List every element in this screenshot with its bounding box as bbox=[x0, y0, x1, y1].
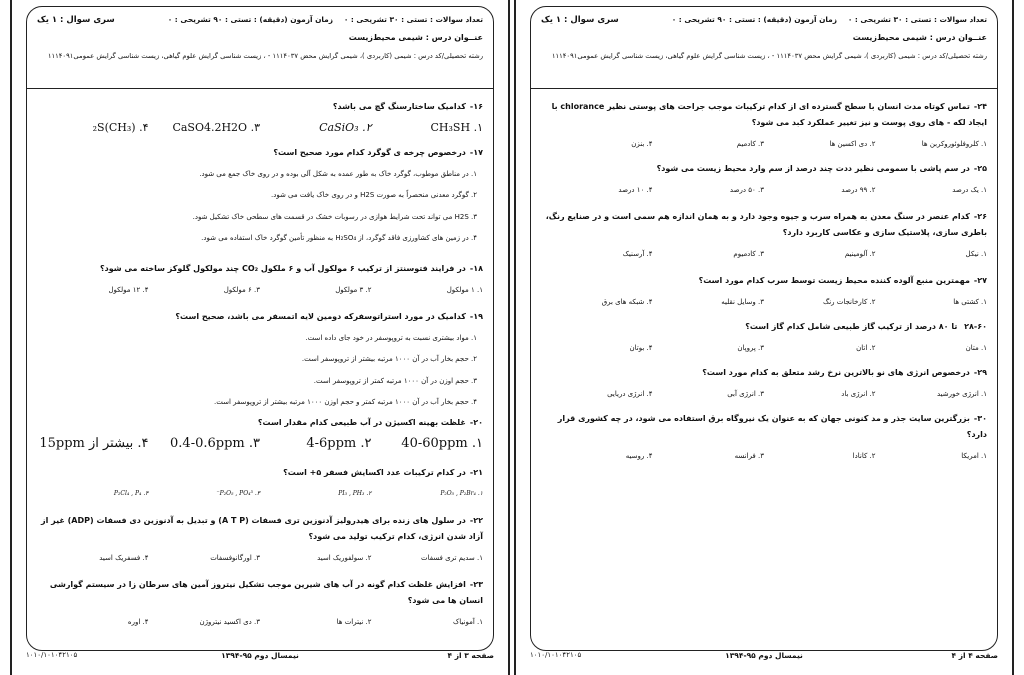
option-1[interactable]: ۱. CH₃SH bbox=[430, 121, 483, 134]
option-2[interactable]: ۲. CaSiO₃ bbox=[319, 121, 372, 134]
question-series: سری سوال : ۱ یک bbox=[37, 15, 115, 25]
option-4[interactable]: ۴. روسیه bbox=[625, 452, 653, 460]
question-options bbox=[541, 136, 987, 152]
option-3[interactable]: ۳. حجم اوزن در آن ۱۰۰۰ مرتبه کمتر از تروپوسفر است. bbox=[313, 376, 477, 385]
option-2[interactable]: ۲. حجم بخار آب در آن ۱۰۰۰ مرتبه بیشتر از تروپوسفر است. bbox=[301, 355, 477, 364]
question-17: ۱۷-درخصوص چرخه ی گوگرد کدام مورد صحیح است؟ ۱. در مناطق موطوب، گوگرد خاک به طور عمده به شکل آلی بوده و در روی خاک جمع می شود. ۲. گوگرد معدنی منحصراً به صورت H2S و در روی خاک یافت می شود. ۳. H2S می تواند تحت شرایط هوازی در رسوبات خشک در قسمت های سطحی خاک تشکیل شود. ۴. در زمین های کشاورزی فاقد گوگرد، از H₂SO₄ به منظور تأمین گوگرد خاک استفاده می شود. bbox=[37, 145, 483, 250]
option-1[interactable]: ۱. کشتی ها bbox=[953, 298, 987, 306]
option-2[interactable]: ۲. گوگرد معدنی منحصراً به صورت H2S و در روی خاک یافت می شود. bbox=[271, 191, 477, 200]
option-3[interactable]: ۳. اورگانوفسفات bbox=[210, 554, 260, 562]
question-options bbox=[37, 550, 483, 566]
question-19: ۱۹-کدامیک در مورد استراتوسفرکه دومین لایه اتمسفر می باشد، صحیح است؟ ۱. مواد بیشتری نسبت به تروپوسفر در خود جای داده است. ۲. حجم بخار آب در آن ۱۰۰۰ مرتبه بیشتر از تروپوسفر است. ۳. حجم اوزن در آن ۱۰۰۰ مرتبه کمتر از تروپوسفر است. ۴. حجم بخار آب در آن ۱۰۰۰ مرتبه کمتر و حجم اوزن ۱۰۰۰ مرتبه بیشتر از تروپوسفر است. bbox=[37, 309, 483, 414]
option-3[interactable]: ۳. کادمیوم bbox=[733, 250, 764, 258]
question-text: غلظت بهینه اکسیژن در آب طبیعی کدام مقدار است؟ bbox=[257, 418, 466, 427]
question-options bbox=[541, 448, 987, 464]
question-options bbox=[37, 328, 483, 414]
question-text: کدامیک در مورد استراتوسفرکه دومین لایه اتمسفر می باشد، صحیح است؟ bbox=[175, 312, 466, 321]
question-options bbox=[37, 164, 483, 250]
option-2[interactable]: ۲. سولفوریک اسید bbox=[317, 554, 372, 562]
question-16: ۱۶-کدامیک ساختارسنگ گچ می باشد؟ ۱. CH₃SH ۲. CaSiO₃ ۳. CaSO4.2H2O ۴. (CH₃)₂S bbox=[37, 99, 483, 136]
question-22: ۲۲-در سلول های زنده برای هیدرولیز آدنوزین تری فسفات (A T P) و تبدیل به آدنوزین دی فسفات (ADP) غیر از آزاد شدن انرژی، کدام ترکیب تولید می شود؟ ۱. سدیم تری فسفات ۲. سولفوریک اسید ۳. اورگانوفسفات ۴. فسفریک اسید bbox=[37, 513, 483, 566]
option-4[interactable]: ۴. P₂Cl₄ , P₄ bbox=[113, 490, 149, 497]
option-3[interactable]: ۳. کادمیم bbox=[736, 140, 764, 148]
question-text: کدام عنصر در سنگ معدن به همراه سرب و جیوه وجود دارد و به همان اندازه هم سمی است و در صنایع رنگ، باطری سازی، پلاستیک سازی و عکاسی کاربرد دارد؟ bbox=[545, 212, 987, 237]
option-1[interactable]: ۱. متان bbox=[965, 344, 987, 352]
semester-label: نیمسال دوم ۹۵-۱۳۹۴ bbox=[725, 651, 803, 660]
option-1[interactable]: ۱. انرژی خورشید bbox=[936, 390, 987, 398]
option-4[interactable]: ۴. (CH₃)₂S bbox=[92, 121, 149, 134]
page-frame bbox=[26, 6, 494, 651]
option-4[interactable]: ۴. انرژی دریایی bbox=[607, 390, 653, 398]
question-count: تعداد سوالات : تستی : ۳۰ تشریحی : ۰ bbox=[847, 15, 987, 24]
option-4[interactable]: ۴. بنزن bbox=[631, 140, 653, 148]
option-4[interactable]: ۴. حجم بخار آب در آن ۱۰۰۰ مرتبه کمتر و حجم اوزن ۱۰۰۰ مرتبه بیشتر از تروپوسفر است. bbox=[213, 398, 477, 407]
page-number: صفحه ۳ از ۴ bbox=[447, 651, 494, 660]
question-20: ۲۰-غلظت بهینه اکسیژن در آب طبیعی کدام مقدار است؟ ۱. 40-60ppm ۲. 4-6ppm ۳. 0.4-0.6ppm ۴. بیشتر از 15ppm bbox=[37, 415, 483, 452]
option-1[interactable]: ۱. یک درصد bbox=[952, 186, 987, 194]
option-2[interactable]: ۲. ۳ مولکول bbox=[335, 286, 372, 294]
option-4[interactable]: ۴. اوره bbox=[127, 618, 149, 626]
course-title: عنــوان درس : شیمی محیط‌زیست bbox=[852, 33, 987, 42]
page-number: صفحه ۴ از ۴ bbox=[951, 651, 998, 660]
exam-header bbox=[27, 7, 493, 89]
question-options bbox=[37, 282, 483, 298]
field-code: رشته تحصیلی/کد درس : شیمی (کاربردی )، شیمی گرایش محض ۱۱۱۴۰۳۷ - ، زیست شناسی گرایش علوم گیاهی، زیست شناسی گرایش عمومی۱۱۱۴۰۹۱ bbox=[47, 52, 483, 60]
question-options bbox=[541, 182, 987, 198]
option-1[interactable]: ۱. 40-60ppm bbox=[401, 436, 483, 451]
questions-area bbox=[541, 95, 987, 650]
exam-time: زمان آزمون (دقیقه) : تستی : ۹۰ تشریحی : ۰ bbox=[671, 15, 837, 24]
exam-page-4 bbox=[514, 0, 1014, 675]
option-3[interactable]: ۳. H2S می تواند تحت شرایط هوازی در رسوبات خشک در قسمت های سطحی خاک تشکیل شود. bbox=[192, 212, 477, 221]
option-3[interactable]: ۳. 0.4-0.6ppm bbox=[170, 436, 260, 451]
option-1[interactable]: ۱. در مناطق موطوب، گوگرد خاک به طور عمده به شکل آلی بوده و در روی خاک جمع می شود. bbox=[199, 170, 477, 178]
question-count: تعداد سوالات : تستی : ۳۰ تشریحی : ۰ bbox=[343, 15, 483, 24]
option-2[interactable]: ۲. نیترات ها bbox=[336, 618, 372, 626]
question-options bbox=[541, 386, 987, 402]
exam-code: ۱۰۱۰/۱۰۱۰۴۲۱۰۵ bbox=[26, 651, 78, 659]
option-4[interactable]: ۴. فسفریک اسید bbox=[99, 554, 149, 562]
question-27: ۲۷-مهمترین منبع آلوده کننده محیط زیست توسط سرب کدام مورد است؟ ۱. کشتی ها ۲. کارخانجات رنگ ۳. وسایل نقلیه ۴. شبکه های برق bbox=[541, 273, 987, 310]
question-21: ۲۱-در کدام ترکیبات عدد اکسایش فسفر ۵+ است؟ ۱. P₂O₅ , P₂Br₄ ۲. PI₃ , PH₃ ۳. P₂O₅ , PO₄³⁻ ۴. P₂Cl₄ , P₄ bbox=[37, 465, 483, 502]
page-footer bbox=[26, 651, 494, 665]
question-options bbox=[37, 614, 483, 630]
question-text: تماس کوتاه مدت انسان با سطح گسترده ای از کدام ترکیبات موجب جراحت های پوستی نظیر chlorance با ایجاد لکه - های روی پوست و نیز تغییر عملکرد کبد می شود؟ bbox=[551, 102, 987, 127]
option-4[interactable]: ۴. ۱۰ درصد bbox=[618, 186, 653, 194]
question-23: ۲۳-افزایش غلظت کدام گونه در آب های شیرین موجب تشکیل نیتروز آمین های سرطان زا در سیستم گوارشی انسان ها می شود؟ ۱. آمونیاک ۲. نیترات ها ۳. دی اکسید نیتروژن ۴. اوره bbox=[37, 577, 483, 630]
option-3[interactable]: ۳. انرژی آبی bbox=[727, 390, 764, 398]
exam-code: ۱۰۱۰/۱۰۱۰۴۲۱۰۵ bbox=[530, 651, 582, 659]
questions-area bbox=[37, 95, 483, 650]
option-4[interactable]: ۴. در زمین های کشاورزی فاقد گوگرد، از H₂SO₄ به منظور تأمین گوگرد خاک استفاده می شود. bbox=[201, 234, 477, 243]
option-1[interactable]: ۱. ۱ مولکول bbox=[446, 286, 483, 294]
option-4[interactable]: ۴. ۱۲ مولکول bbox=[108, 286, 149, 294]
option-4[interactable]: ۴. بیشتر از 15ppm bbox=[39, 436, 149, 451]
option-3[interactable]: ۳. دی اکسید نیتروژن bbox=[199, 618, 260, 626]
question-28: ۲۸-۶۰ تا ۸۰ درصد از ترکیب گاز طبیعی شامل کدام گاز است؟ ۱. متان ۲. اتان ۳. پروپان ۴. بوتان bbox=[541, 319, 987, 356]
question-29: ۲۹-درخصوص انرژی های نو بالاترین نرخ رشد متعلق به کدام مورد است؟ ۱. انرژی خورشید ۲. انرژی باد ۳. انرژی آبی ۴. انرژی دریایی bbox=[541, 365, 987, 402]
page-footer bbox=[530, 651, 998, 665]
option-4[interactable]: ۴. بوتان bbox=[629, 344, 653, 352]
semester-label: نیمسال دوم ۹۵-۱۳۹۴ bbox=[221, 651, 299, 660]
question-text: در سلول های زنده برای هیدرولیز آدنوزین تری فسفات (A T P) و تبدیل به آدنوزین دی فسفات (ADP) غیر از آزاد شدن انرژی، کدام ترکیب تولید می شود؟ bbox=[41, 516, 483, 541]
option-1[interactable]: ۱. P₂O₅ , P₂Br₄ bbox=[440, 490, 483, 497]
question-text: افزایش غلظت کدام گونه در آب های شیرین موجب تشکیل نیتروز آمین های سرطان زا در سیستم گوارشی انسان ها می شود؟ bbox=[49, 580, 483, 605]
question-text: در فرایند فتوسنتز از ترکیب ۶ مولکول آب و ۶ ملکول CO₂ چند مولکول گلوکز ساخته می شود؟ bbox=[100, 264, 466, 273]
option-3[interactable]: ۳. ۶ مولکول bbox=[223, 286, 260, 294]
option-1[interactable]: ۱. آمونیاک bbox=[453, 618, 483, 626]
question-options bbox=[37, 486, 483, 502]
option-2[interactable]: ۲. اتان bbox=[856, 344, 876, 352]
option-3[interactable]: ۳. فرانسه bbox=[734, 452, 764, 460]
question-30: ۳۰-بزرگترین سایت جذر و مد کنونی جهان که به عنوان یک نیروگاه برق استفاده می شود، در چه کشوری قرار دارد؟ ۱. امریکا ۲. کانادا ۳. فرانسه ۴. روسیه bbox=[541, 411, 987, 464]
option-2[interactable]: ۲. PI₃ , PH₃ bbox=[338, 490, 372, 497]
option-1[interactable]: ۱. سدیم تری فسفات bbox=[421, 554, 483, 562]
question-text: کدامیک ساختارسنگ گچ می باشد؟ bbox=[332, 102, 466, 111]
exam-header bbox=[531, 7, 997, 89]
option-2[interactable]: ۲. 4-6ppm bbox=[306, 436, 372, 451]
option-2[interactable]: ۲. کارخانجات رنگ bbox=[822, 298, 876, 306]
course-title: عنــوان درس : شیمی محیط‌زیست bbox=[348, 33, 483, 42]
option-3[interactable]: ۳. وسایل نقلیه bbox=[721, 298, 764, 306]
question-25: ۲۵-در سم پاشی با سمومی نظیر ددت چند درصد از سم وارد محیط زیست می شود؟ ۱. یک درصد ۲. ۹۹ درصد ۳. ۵۰ درصد ۴. ۱۰ درصد bbox=[541, 161, 987, 198]
option-1[interactable]: ۱. امریکا bbox=[961, 452, 987, 460]
exam-time: زمان آزمون (دقیقه) : تستی : ۹۰ تشریحی : ۰ bbox=[167, 15, 333, 24]
question-text: درخصوص انرژی های نو بالاترین نرخ رشد متعلق به کدام مورد است؟ bbox=[702, 368, 970, 377]
question-options bbox=[541, 246, 987, 262]
exam-page-3 bbox=[10, 0, 510, 675]
option-2[interactable]: ۲. آلومینیم bbox=[844, 250, 876, 258]
question-text: در سم پاشی با سمومی نظیر ددت چند درصد از سم وارد محیط زیست می شود؟ bbox=[656, 164, 970, 173]
question-options bbox=[541, 340, 987, 356]
question-options bbox=[37, 436, 483, 452]
option-1[interactable]: ۱. نیکل bbox=[965, 250, 987, 258]
option-2[interactable]: ۲. انرژی باد bbox=[841, 390, 876, 398]
option-2[interactable]: ۲. کانادا bbox=[852, 452, 876, 460]
page-frame bbox=[530, 6, 998, 651]
question-text: بزرگترین سایت جذر و مد کنونی جهان که به عنوان یک نیروگاه برق استفاده می شود، در چه کشوری قرار دارد؟ bbox=[557, 414, 987, 439]
option-3[interactable]: ۳. ۵۰ درصد bbox=[729, 186, 764, 194]
option-3[interactable]: ۳. CaSO4.2H2O bbox=[172, 121, 260, 134]
option-4[interactable]: ۴. شبکه های برق bbox=[601, 298, 653, 306]
option-3[interactable]: ۳. پروپان bbox=[737, 344, 764, 352]
option-2[interactable]: ۲. دی اکسین ها bbox=[829, 140, 876, 148]
option-2[interactable]: ۲. ۹۹ درصد bbox=[841, 186, 876, 194]
field-code: رشته تحصیلی/کد درس : شیمی (کاربردی )، شیمی گرایش محض ۱۱۱۴۰۳۷ - ، زیست شناسی گرایش علوم گیاهی، زیست شناسی گرایش عمومی۱۱۱۴۰۹۱ bbox=[551, 52, 987, 60]
question-text: درخصوص چرخه ی گوگرد کدام مورد صحیح است؟ bbox=[273, 148, 466, 157]
option-1[interactable]: ۱. مواد بیشتری نسبت به تروپوسفر در خود جای داده است. bbox=[305, 334, 477, 342]
question-text: ۶۰ تا ۸۰ درصد از ترکیب گاز طبیعی شامل کدام گاز است؟ bbox=[745, 322, 987, 331]
question-text: در کدام ترکیبات عدد اکسایش فسفر ۵+ است؟ bbox=[283, 468, 466, 477]
question-26: ۲۶-کدام عنصر در سنگ معدن به همراه سرب و جیوه وجود دارد و به همان اندازه هم سمی است و در صنایع رنگ، باطری سازی، پلاستیک سازی و عکاسی کاربرد دارد؟ ۱. نیکل ۲. آلومینیم ۳. کادمیوم ۴. آرسنیک bbox=[541, 209, 987, 262]
question-text: مهمترین منبع آلوده کننده محیط زیست توسط سرب کدام مورد است؟ bbox=[698, 276, 970, 285]
question-series: سری سوال : ۱ یک bbox=[541, 15, 619, 25]
question-18: ۱۸-در فرایند فتوسنتز از ترکیب ۶ مولکول آب و ۶ ملکول CO₂ چند مولکول گلوکز ساخته می شود؟ ۱. ۱ مولکول ۲. ۳ مولکول ۳. ۶ مولکول ۴. ۱۲ مولکول bbox=[37, 261, 483, 298]
option-1[interactable]: ۱. کلروفلوئوروکربن ها bbox=[921, 140, 987, 148]
option-3[interactable]: ۳. P₂O₅ , PO₄³⁻ bbox=[216, 490, 260, 497]
option-4[interactable]: ۴. آرسنیک bbox=[622, 250, 653, 258]
question-options bbox=[541, 294, 987, 310]
question-24: ۲۴-تماس کوتاه مدت انسان با سطح گسترده ای از کدام ترکیبات موجب جراحت های پوستی نظیر chlorance با ایجاد لکه - های روی پوست و نیز تغییر عملکرد کبد می شود؟ ۱. کلروفلوئوروکربن ها ۲. دی اکسین ها ۳. کادمیم ۴. بنزن bbox=[541, 99, 987, 152]
question-options bbox=[37, 120, 483, 136]
